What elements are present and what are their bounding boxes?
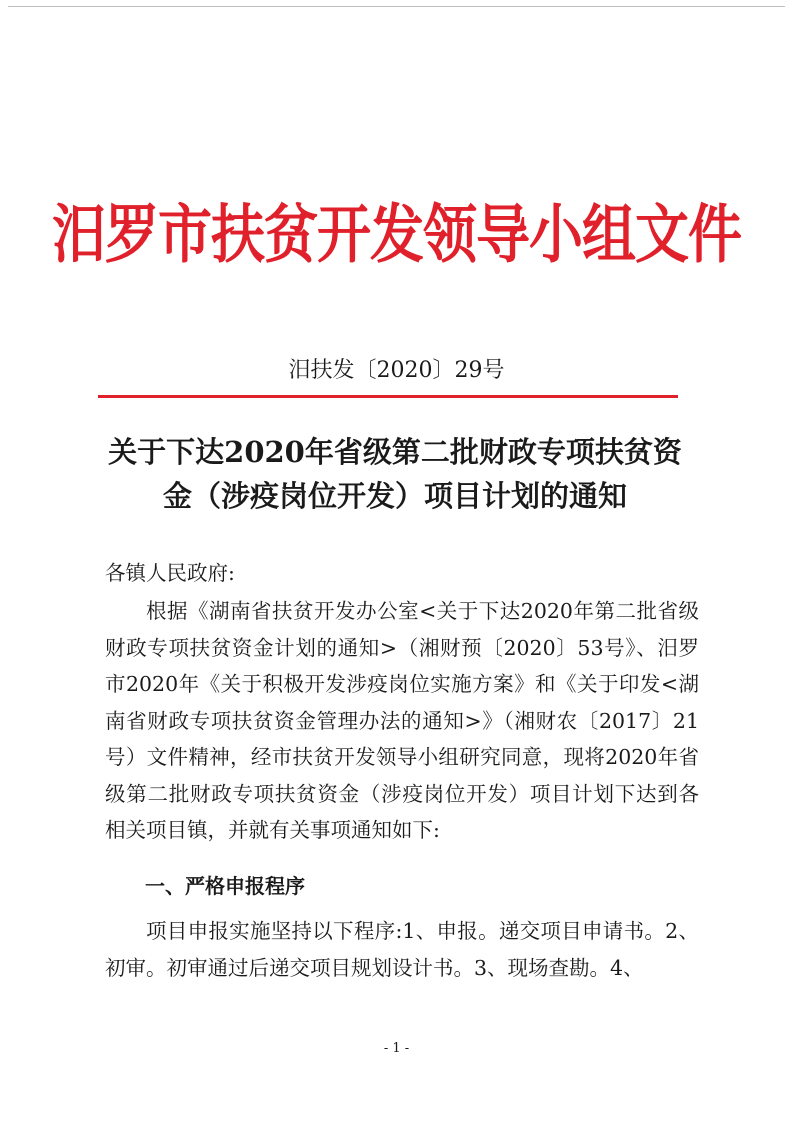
document-title xyxy=(95,430,695,518)
body-paragraph-1: 根据《湖南省扶贫开发办公室<关于下达2020年第二批省级财政专项扶贫资金计划的通知>（湘财预〔2020〕53号》、汨罗市2020年《关于积极开发涉疫岗位实施方案》和《关于印发<湖南省财政专项扶贫资金管理办法的通知>》（湘财农〔2017〕21号）文件精神，经市扶贫开发领导小组研究同意，现将2020年省级第二批财政专项扶贫资金（涉疫岗位开发）项目计划下达到各相关项目镇，并就有关事项通知如下: xyxy=(105,599,699,842)
red-separator-line xyxy=(98,395,678,398)
body-paragraph-2: 项目申报实施坚持以下程序:1、申报。递交项目申请书。2、初审。初审通过后递交项目规划设计书。3、现场查勘。4、 xyxy=(105,919,699,980)
section-heading-1: 一、严格申报程序 xyxy=(145,874,305,898)
document-title-line-2: 金（涉疫岗位开发）项目计划的通知 xyxy=(162,479,627,513)
document-number: 汨扶发〔2020〕29号 xyxy=(288,358,505,383)
salutation: 各镇人民政府: xyxy=(105,561,235,585)
document-title-line-1: 关于下达2020年省级第二批财政专项扶贫资 xyxy=(108,435,682,469)
document-header: 汨罗市扶贫开发领导小组文件 xyxy=(52,196,741,272)
page-number: - 1 - xyxy=(383,1041,410,1056)
scan-top-edge xyxy=(8,6,785,7)
